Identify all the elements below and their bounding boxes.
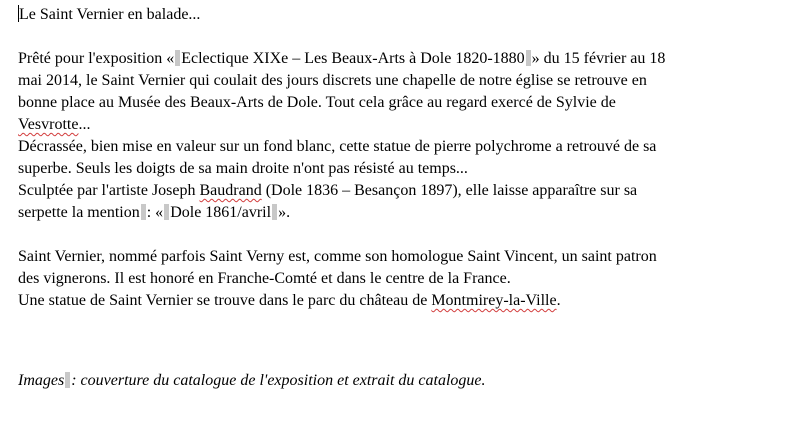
- nonbreaking-space-mark: [175, 50, 180, 66]
- blank-line: [18, 26, 778, 48]
- caption-line: Images : couverture du catalogue de l'exposition et extrait du catalogue.: [18, 372, 486, 389]
- nonbreaking-space-mark: [65, 372, 70, 388]
- nonbreaking-space-mark: [164, 204, 169, 220]
- paragraph-1-line-5: Décrassée, bien mise en valeur sur un fond blanc, cette statue de pierre polychrome a retrouvé de sa: [18, 138, 657, 155]
- paragraph-1-line-3: bonne place au Musée des Beaux-Arts de Dole. Tout cela grâce au regard exercé de Sylvie de: [18, 94, 616, 111]
- paragraph-1-line-8: serpette la mention : « Dole 1861/avril ».: [18, 204, 291, 221]
- paragraph-2: [18, 246, 778, 312]
- paragraph-1-line-6: superbe. Seuls les doigts de sa main droite n'ont pas résisté au temps...: [18, 160, 468, 177]
- paragraph-1-line-7: Sculptée par l'artiste Joseph Baudrand (Dole 1836 – Besançon 1897), elle laisse apparaître sur sa: [18, 182, 638, 199]
- paragraph-1: [18, 48, 778, 224]
- document-body[interactable]: [18, 4, 778, 392]
- blank-lines: [18, 312, 778, 370]
- blank-line: [18, 224, 778, 246]
- nonbreaking-space-mark: [526, 50, 531, 66]
- nonbreaking-space-mark: [141, 204, 146, 220]
- paragraph-2-line-3: Une statue de Saint Vernier se trouve dans le parc du château de Montmirey-la-Ville.: [18, 292, 561, 309]
- paragraph-2-line-2: des vignerons. Il est honoré en Franche-Comté et dans le centre de la France.: [18, 270, 511, 287]
- misspelled-word[interactable]: Vesvrotte: [18, 116, 79, 133]
- paragraph-2-line-1: Saint Vernier, nommé parfois Saint Verny est, comme son homologue Saint Vincent, un saint patron: [18, 248, 657, 265]
- paragraph-1-line-4: Vesvrotte...: [18, 116, 91, 133]
- paragraph-1-line-1: Prêté pour l'exposition « Eclectique XIXe – Les Beaux-Arts à Dole 1820-1880 » du 15 février au 18: [18, 50, 666, 67]
- misspelled-word[interactable]: Montmirey-la-Ville: [431, 292, 557, 309]
- misspelled-word[interactable]: Baudrand: [199, 182, 262, 199]
- title-line: Le Saint Vernier en balade...: [19, 6, 201, 23]
- nonbreaking-space-mark: [272, 204, 277, 220]
- paragraph-1-line-2: mai 2014, le Saint Vernier qui coulait des jours discrets une chapelle de notre église se retrouve en: [18, 72, 647, 89]
